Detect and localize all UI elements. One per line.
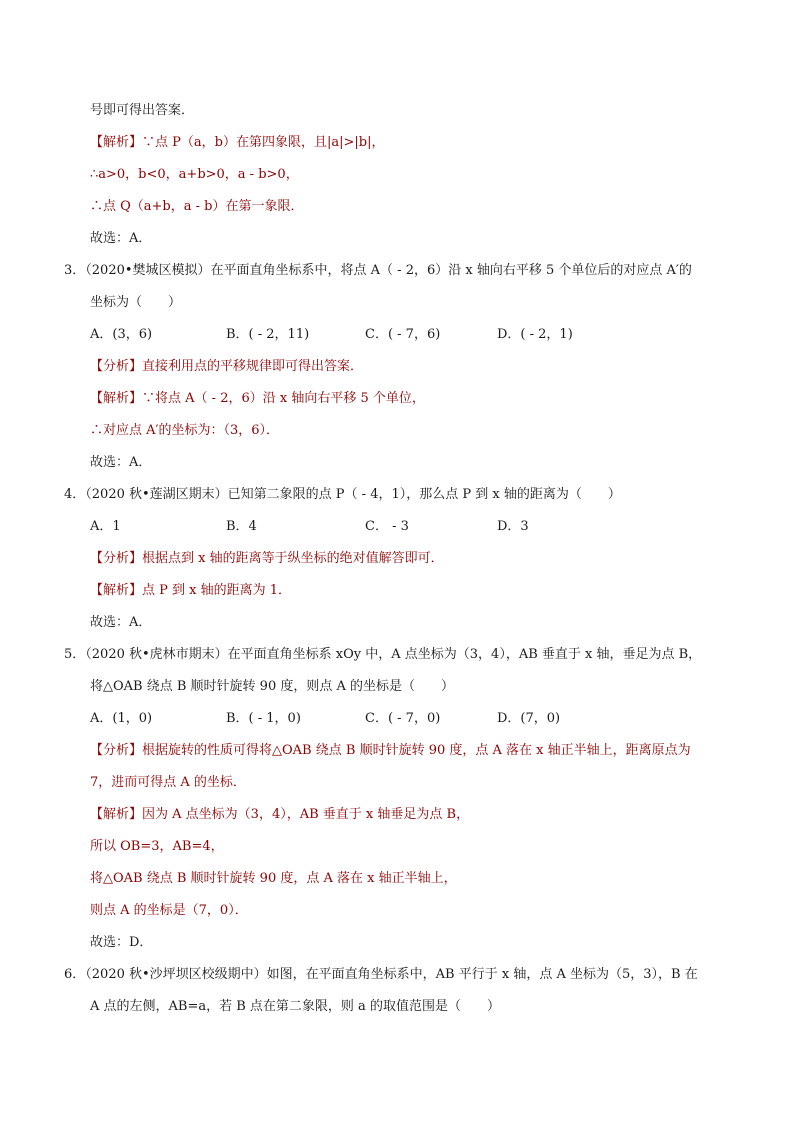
q3-stem-1: 3．（2020•樊城区模拟）在平面直角坐标系中，将点 A（ - 2，6）沿 x 轴向右平移 5 个单位后的对应点 A′的 — [64, 263, 692, 278]
q5-stem-2: 将△OAB 绕点 B 顺时针旋转 90 度，则点 A 的坐标是（ ） — [90, 679, 455, 694]
q5-analysis — [90, 742, 691, 760]
q5-option-d: D．(7，0) — [497, 711, 561, 726]
analysis-tag: 【分析】 — [90, 551, 143, 566]
q5-solution-line2: 所以 OB=3，AB=4， — [90, 839, 224, 854]
q3-answer: 故选：A． — [90, 455, 152, 470]
q4-option-c: C． - 3 — [365, 519, 409, 534]
q3-option-d: D．( - 2，1) — [497, 327, 573, 342]
q3-analysis-text: 直接利用点的平移规律即可得出答案． — [142, 359, 364, 374]
q3-solution — [90, 390, 425, 408]
q4-option-b: B．4 — [226, 519, 257, 534]
q3-solution-text: ∵将点 A（ - 2，6）沿 x 轴向右平移 5 个单位， — [142, 391, 425, 406]
q4-answer: 故选：A． — [90, 615, 152, 630]
q5-analysis-line2: 7，进而可得点 A 的坐标． — [90, 775, 246, 790]
solution-tag: 【解析】 — [90, 807, 143, 822]
q4-solution-text: 点 P 到 x 轴的距离为 1． — [142, 583, 292, 598]
q5-stem-1: 5．（2020 秋•虎林市期末）在平面直角坐标系 xOy 中，A 点坐标为（3，4），AB 垂直于 x 轴，垂足为点 B， — [64, 647, 702, 662]
q4-analysis-text: 根据点到 x 轴的距离等于纵坐标的绝对值解答即可． — [142, 551, 444, 566]
q2-solution — [90, 134, 384, 152]
q5-analysis-text: 根据旋转的性质可得将△OAB 绕点 B 顺时针旋转 90 度，点 A 落在 x 轴正半轴上，距离原点为 — [142, 743, 691, 758]
q3-option-b: B．( - 2，11) — [226, 327, 310, 342]
q5-solution — [90, 806, 469, 824]
solution-tag: 【解析】 — [90, 391, 143, 406]
analysis-tag: 【分析】 — [90, 743, 143, 758]
q5-solution-line4: 则点 A 的坐标是（7，0）． — [90, 903, 248, 918]
q4-option-a: A．1 — [90, 519, 121, 534]
q3-stem-2: 坐标为（ ） — [90, 295, 182, 310]
q3-solution-line2: ∴对应点 A′的坐标为：（3，6）． — [90, 423, 280, 438]
q5-option-b: B．( - 1，0) — [226, 711, 301, 726]
analysis-tag: 【分析】 — [90, 359, 143, 374]
q5-option-c: C．( - 7，0) — [365, 711, 441, 726]
solution-tag: 【解析】 — [90, 583, 143, 598]
solution-tag: 【解析】 — [90, 135, 143, 150]
q5-answer: 故选：D． — [90, 935, 153, 950]
q5-solution-text: 因为 A 点坐标为（3，4），AB 垂直于 x 轴垂足为点 B， — [142, 807, 470, 822]
q2-solution-line2: ∴a>0，b<0，a+b>0，a - b>0， — [90, 167, 299, 182]
q4-stem-1: 4．（2020 秋•莲湖区期末）已知第二象限的点 P（ - 4，1），那么点 P 到 x 轴的距离为（ ） — [64, 487, 621, 502]
q2-solution-line3: ∴点 Q（a+b，a - b）在第一象限． — [90, 199, 304, 214]
q2-answer: 故选：A． — [90, 231, 152, 246]
q3-option-c: C．( - 7，6) — [365, 327, 441, 342]
q4-analysis — [90, 550, 444, 568]
q6-stem-2: A 点的左侧，AB=a，若 B 点在第二象限，则 a 的取值范围是（ ） — [90, 999, 500, 1014]
q5-option-a: A．(1，0) — [90, 711, 153, 726]
q3-option-a: A．(3，6) — [90, 327, 153, 342]
q2-continuation: 号即可得出答案． — [90, 103, 195, 118]
q2-solution-text: ∵点 P（a，b）在第四象限，且|a|>|b|， — [142, 135, 385, 150]
q6-stem-1: 6．（2020 秋•沙坪坝区校级期中）如图，在平面直角坐标系中，AB 平行于 x 轴，点 A 坐标为（5，3），B 在 — [64, 967, 698, 982]
q4-solution — [90, 582, 291, 600]
q3-analysis — [90, 358, 363, 376]
q4-option-d: D．3 — [497, 519, 529, 534]
q5-solution-line3: 将△OAB 绕点 B 顺时针旋转 90 度，点 A 落在 x 轴正半轴上， — [90, 871, 457, 886]
